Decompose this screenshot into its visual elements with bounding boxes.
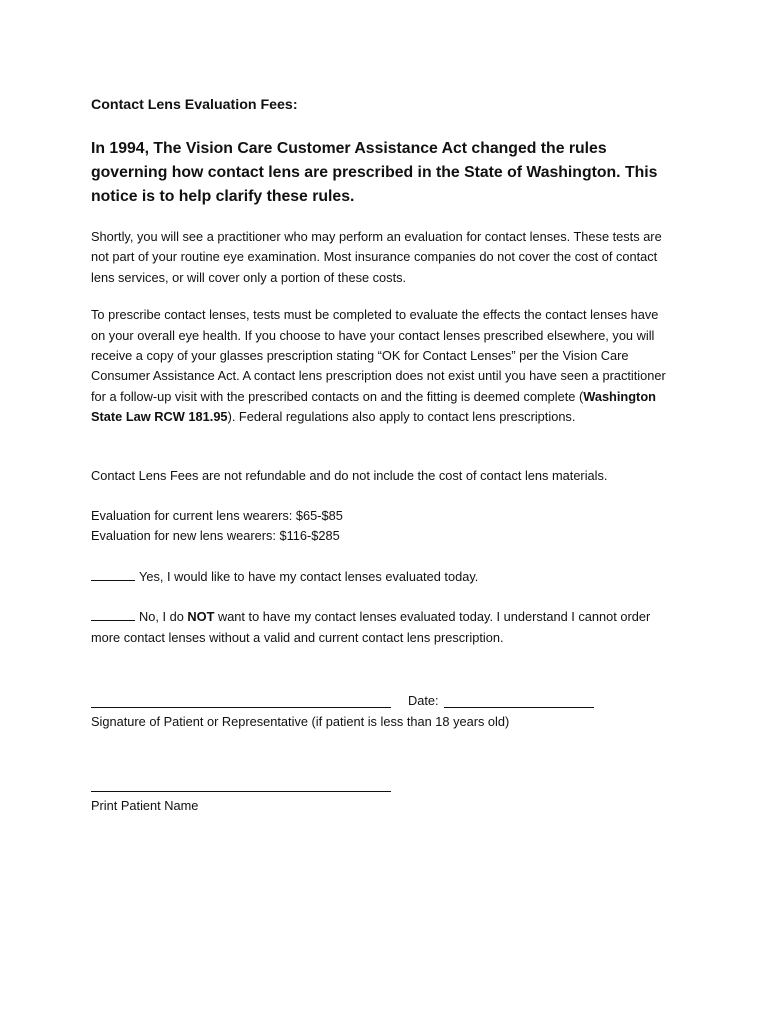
fee-list (91, 506, 681, 547)
document-title: Contact Lens Evaluation Fees: (91, 97, 298, 113)
print-name-caption: Print Patient Name (91, 798, 199, 814)
option-no-text-start: No, I do (139, 609, 188, 625)
option-yes-blank[interactable] (91, 568, 135, 581)
fees-notice: Contact Lens Fees are not refundable and do not include the cost of contact lens materials. (91, 467, 608, 483)
option-no-emphasis: NOT (187, 609, 215, 625)
fee-new-wearers: Evaluation for new lens wearers: $116-$285 (91, 528, 340, 544)
option-yes-label: Yes, I would like to have my contact lenses evaluated today. (139, 568, 479, 584)
prescription-paragraph (91, 305, 676, 427)
document-body (91, 93, 681, 816)
prescription-text-end: ). Federal regulations also apply to contact lens prescriptions. (227, 409, 576, 425)
signature-row (91, 692, 681, 710)
law-reference: Washington State Law RCW 181.95 (91, 388, 656, 425)
fee-current-wearers: Evaluation for current lens wearers: $65-$85 (91, 508, 343, 524)
signature-line[interactable] (91, 707, 391, 708)
print-name-line[interactable] (91, 791, 391, 792)
evaluation-paragraph: Shortly, you will see a practitioner who may perform an evaluation for contact lenses. These tests are not part of your routine eye examination. Most insurance companies do not cover the cost of contact lens services, or will cover only a portion of these costs. (91, 229, 662, 285)
date-line[interactable] (444, 707, 594, 708)
print-name-row (91, 776, 681, 794)
option-no (91, 607, 676, 648)
prescription-text-start: To prescribe contact lenses, tests must be completed to evaluate the effects the contact lenses have on your overall eye health. If you choose to have your contact lenses prescribed elsewhere, you will receive a copy of your glasses prescription stating “OK for Contact Lenses” per the Vision Care Consumer Assistance Act. A contact lens prescription does not exist until you have seen a practitioner for a follow-up visit with the prescribed contacts on and the fitting is deemed complete ( (91, 307, 666, 404)
option-no-blank[interactable] (91, 608, 135, 621)
act-notice: In 1994, The Vision Care Customer Assistance Act changed the rules governing how contact lens are prescribed in the State of Washington. This notice is to help clarify these rules. (91, 140, 658, 205)
option-no-text-end: want to have my contact lenses evaluated today. I understand I cannot order more contact lenses without a valid and current contact lens prescription. (91, 609, 651, 645)
signature-caption: Signature of Patient or Representative (if patient is less than 18 years old) (91, 714, 510, 730)
date-label: Date: (408, 693, 439, 709)
option-yes (91, 567, 676, 587)
